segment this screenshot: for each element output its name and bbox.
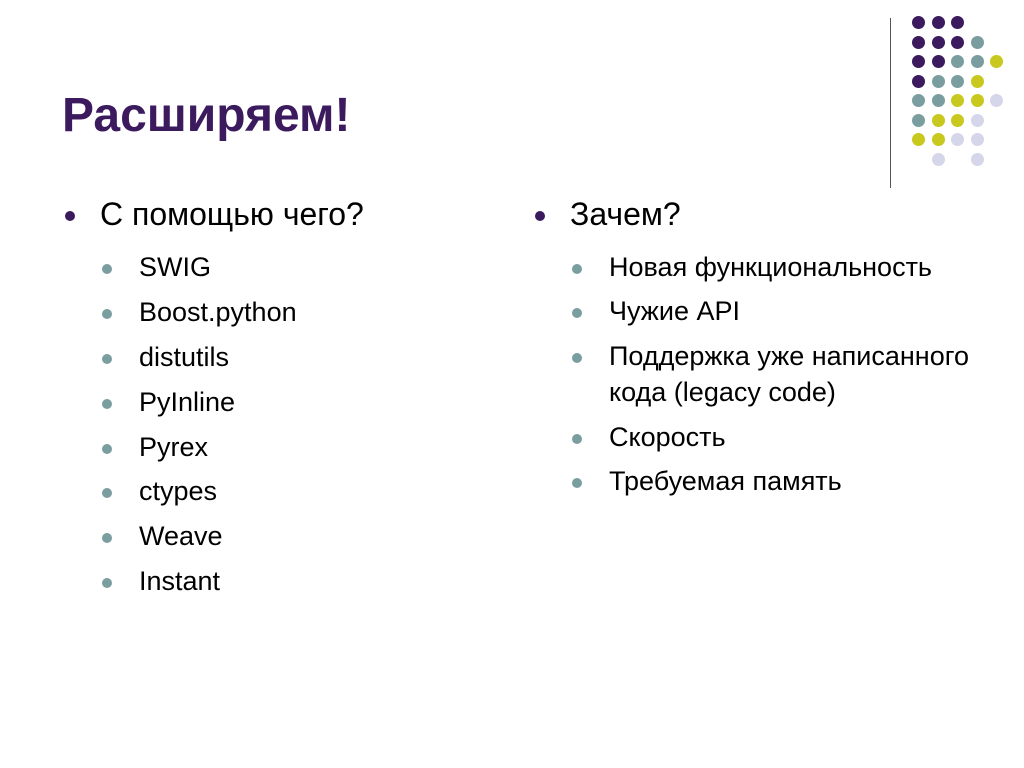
sub-bullet-icon (102, 533, 112, 543)
sub-bullet-icon (572, 434, 582, 444)
list-item-text: SWIG (139, 251, 211, 282)
list-item (60, 429, 490, 465)
decorative-dot (971, 94, 984, 107)
slide-title: Расширяем! (62, 89, 351, 142)
decorative-dot (912, 114, 925, 127)
sub-bullet-icon (102, 264, 112, 274)
decorative-dot (951, 114, 964, 127)
bullet-icon (535, 211, 545, 221)
decorative-dot (912, 94, 925, 107)
right-column (530, 196, 970, 507)
decorative-dot (971, 36, 984, 49)
sub-bullet-icon (102, 578, 112, 588)
decorative-dot (971, 153, 984, 166)
decorative-dot (951, 94, 964, 107)
decorative-dot (912, 36, 925, 49)
list-item (60, 473, 490, 509)
decorative-dot (951, 133, 964, 146)
list-item-text: Поддержка уже написанного кода (legacy code) (609, 340, 969, 408)
decorative-dot (932, 153, 945, 166)
decorative-dot (971, 133, 984, 146)
list-item (60, 563, 490, 599)
right-heading: Зачем? (570, 196, 681, 232)
list-item (60, 339, 490, 375)
decorative-dot (990, 94, 1003, 107)
decorative-dot (990, 55, 1003, 68)
sub-bullet-icon (572, 353, 582, 363)
bullet-icon (65, 211, 75, 221)
right-subitems (530, 249, 970, 500)
decorative-dot (971, 75, 984, 88)
decorative-dot (912, 75, 925, 88)
list-item-text: Instant (139, 566, 221, 597)
decorative-dot (932, 36, 945, 49)
sub-bullet-icon (102, 399, 112, 409)
vertical-divider (890, 18, 891, 188)
sub-bullet-icon (102, 488, 112, 498)
sub-bullet-icon (102, 444, 112, 454)
list-item-text: Чужие API (609, 296, 740, 327)
left-subitems (60, 249, 490, 600)
decorative-dot (932, 114, 945, 127)
decorative-dot (951, 55, 964, 68)
sub-bullet-icon (102, 354, 112, 364)
sub-bullet-icon (572, 478, 582, 488)
list-item (60, 294, 490, 330)
decorative-dot (932, 55, 945, 68)
list-item-text: ctypes (139, 476, 218, 507)
list-item (60, 518, 490, 554)
decorative-dot (971, 55, 984, 68)
decorative-dot (932, 75, 945, 88)
decorative-dot (951, 36, 964, 49)
decorative-dot (912, 16, 925, 29)
list-item-text: Weave (139, 521, 223, 552)
list-item-text: PyInline (139, 386, 236, 417)
list-item-text: Новая функциональность (609, 251, 932, 282)
left-heading: С помощью чего? (100, 196, 364, 232)
decorative-dot (912, 55, 925, 68)
decorative-dot (932, 133, 945, 146)
decorative-dot (951, 16, 964, 29)
sub-bullet-icon (572, 308, 582, 318)
list-item (530, 419, 970, 455)
sub-bullet-icon (102, 309, 112, 319)
list-item (530, 338, 970, 411)
list-item-text: Boost.python (139, 296, 297, 327)
sub-bullet-icon (572, 264, 582, 274)
list-item (60, 249, 490, 285)
decorative-dot (912, 133, 925, 146)
list-item-text: distutils (139, 341, 230, 372)
decorative-dot (932, 94, 945, 107)
list-item-text: Скорость (609, 421, 726, 452)
decorative-dot (932, 16, 945, 29)
list-item-text: Требуемая память (609, 465, 842, 496)
decorative-dot (971, 114, 984, 127)
list-item (530, 463, 970, 499)
list-item (530, 249, 970, 285)
left-heading-item (60, 196, 490, 233)
list-item (60, 384, 490, 420)
decorative-dot (951, 75, 964, 88)
right-heading-item (530, 196, 970, 233)
list-item-text: Pyrex (139, 431, 209, 462)
left-column (60, 196, 490, 608)
list-item (530, 293, 970, 329)
